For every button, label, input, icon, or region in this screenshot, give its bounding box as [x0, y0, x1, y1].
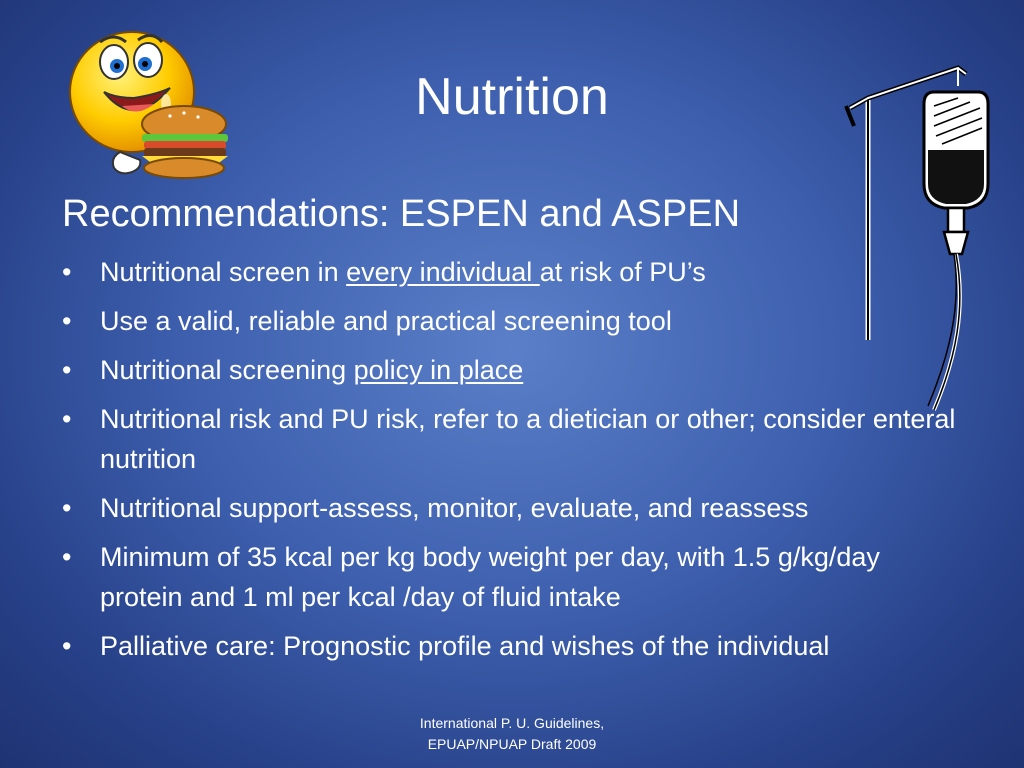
slide-title: Nutrition [415, 68, 609, 126]
bullet-icon: • [62, 306, 72, 336]
bullet-icon: • [62, 631, 72, 661]
bullet-item: • Use a valid, reliable and practical screening tool [62, 301, 962, 341]
bullet-item: • Minimum of 35 kcal per kg body weight per day, with 1.5 g/kg/day protein and 1 ml per kcal /day of fluid intake [62, 537, 962, 617]
slide-footer [362, 713, 662, 755]
bullet-list [62, 252, 962, 675]
bullet-icon: • [62, 355, 72, 385]
bullet-item: • Nutritional screening policy in place [62, 350, 962, 390]
bullet-item: • Palliative care: Prognostic profile and wishes of the individual [62, 626, 962, 666]
bullet-icon: • [62, 257, 72, 287]
bullet-item: • Nutritional screen in every individual at risk of PU’s [62, 252, 962, 292]
footer-line-2: EPUAP/NPUAP Draft 2009 [427, 736, 597, 752]
bullet-icon: • [62, 542, 72, 572]
footer-line-1: International P. U. Guidelines, [419, 715, 605, 731]
bullet-icon: • [62, 404, 72, 434]
bullet-item: • Nutritional support-assess, monitor, evaluate, and reassess [62, 488, 962, 528]
slide-subtitle: Recommendations: ESPEN and ASPEN [62, 193, 741, 235]
bullet-icon: • [62, 493, 72, 523]
bullet-item: • Nutritional risk and PU risk, refer to a dietician or other; consider enteral nutrition [62, 399, 962, 479]
